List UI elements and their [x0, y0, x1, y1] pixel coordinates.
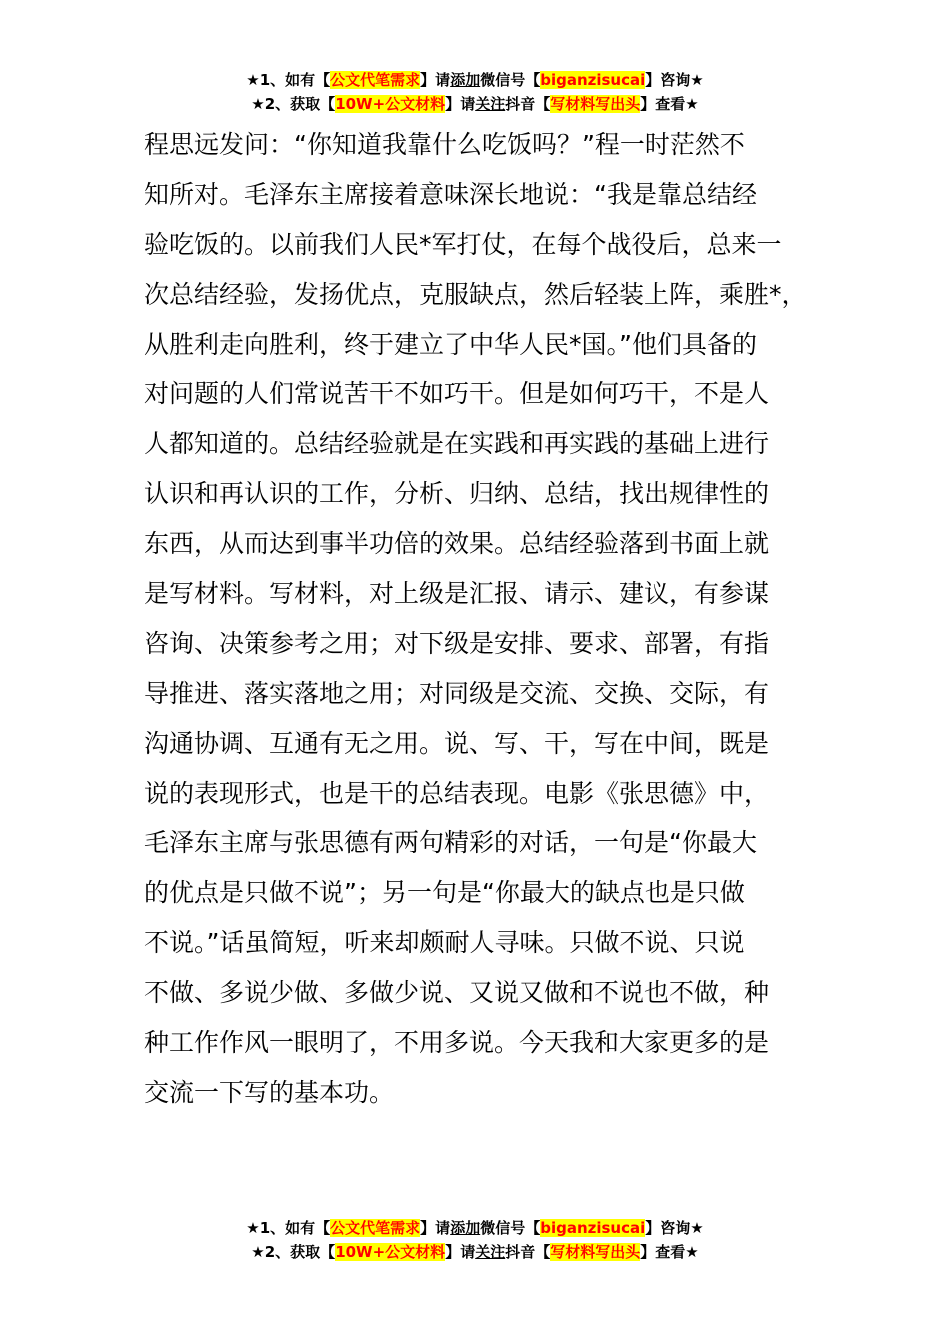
text-line: 程思远发问：“你知道我靠什么吃饭吗？”程一时茫然不: [144, 130, 745, 159]
document-body: [144, 120, 824, 1118]
banner-text: 】请: [420, 71, 451, 89]
banner-underline: 添加: [450, 1219, 481, 1237]
banner-highlight: 公文代笔需求: [330, 71, 421, 89]
banner-text: 抖音【: [505, 95, 551, 113]
text-line: 知所对。毛泽东主席接着意味深长地说：“我是靠总结经: [144, 179, 757, 209]
douyin-id-highlight: 写材料写出头: [550, 1243, 641, 1261]
banner-text: ★1、如有【: [246, 1219, 331, 1237]
banner-underline: 添加: [450, 71, 481, 89]
banner-highlight: 公文代笔需求: [330, 1219, 421, 1237]
text-line: 导推进、落实落地之用；对同级是交流、交换、交际，有: [144, 678, 770, 708]
text-line: 的优点是只做不说”；另一句是“你最大的缺点也是只做: [144, 878, 745, 908]
banner-text: 】请: [420, 1219, 451, 1237]
text-line: 沟通协调、互通有无之用。说、写、干，写在中间，既是: [144, 728, 770, 758]
banner-line-2: [0, 1240, 950, 1264]
banner-text: 】咨询★: [645, 1219, 704, 1237]
banner-line-1: [0, 1216, 950, 1240]
banner-line-1: [0, 68, 950, 92]
banner-text: 微信号【: [480, 71, 541, 89]
text-line: 验吃饭的。以前我们人民*军打仗，在每个战役后，总来一: [144, 229, 782, 259]
banner-text: 抖音【: [505, 1243, 551, 1261]
text-line: 种工作作风一眼明了，不用多说。今天我和大家更多的是: [144, 1028, 770, 1058]
banner-text: 】查看★: [640, 95, 699, 113]
footer-banner: [0, 1216, 950, 1264]
banner-highlight: 10W+公文材料: [335, 95, 446, 113]
banner-text: ★2、获取【: [251, 95, 336, 113]
text-line: 东西，从而达到事半功倍的效果。总结经验落到书面上就: [144, 529, 770, 559]
text-line: 不说。”话虽简短，听来却颇耐人寻味。只做不说、只说: [144, 928, 745, 958]
banner-text: 】查看★: [640, 1243, 699, 1261]
text-line: 咨询、决策参考之用；对下级是安排、要求、部署，有指: [144, 628, 770, 658]
text-line: 认识和再认识的工作，分析、归纳、总结，找出规律性的: [144, 479, 770, 509]
banner-text: ★2、获取【: [251, 1243, 336, 1261]
text-line: 交流一下写的基本功。: [144, 1077, 395, 1107]
wechat-id-highlight: biganzisucai: [540, 71, 646, 89]
text-line: 从胜利走向胜利，终于建立了中华人民*国。”他们具备的: [144, 329, 757, 359]
text-line: 次总结经验，发扬优点，克服缺点，然后轻装上阵，乘胜*，: [144, 279, 807, 309]
banner-line-2: [0, 92, 950, 116]
banner-highlight: 10W+公文材料: [335, 1243, 446, 1261]
wechat-id-highlight: biganzisucai: [540, 1219, 646, 1237]
text-line: 不做、多说少做、多做少说、又说又做和不说也不做，种: [144, 978, 770, 1008]
text-line: 是写材料。写材料，对上级是汇报、请示、建议，有参谋: [144, 579, 770, 609]
banner-text: 】请: [445, 1243, 476, 1261]
text-line: 毛泽东主席与张思德有两句精彩的对话，一句是“你最大: [144, 828, 757, 858]
text-line: 对问题的人们常说苦干不如巧干。但是如何巧干，不是人: [144, 379, 770, 409]
text-line: 人都知道的。总结经验就是在实践和再实践的基础上进行: [144, 429, 770, 459]
header-banner: [0, 68, 950, 116]
banner-text: 微信号【: [480, 1219, 541, 1237]
douyin-id-highlight: 写材料写出头: [550, 95, 641, 113]
banner-text: 】请: [445, 95, 476, 113]
banner-underline: 关注: [475, 1243, 506, 1261]
banner-text: ★1、如有【: [246, 71, 331, 89]
banner-underline: 关注: [475, 95, 506, 113]
banner-text: 】咨询★: [645, 71, 704, 89]
text-line: 说的表现形式，也是干的总结表现。电影《张思德》中，: [144, 778, 770, 808]
